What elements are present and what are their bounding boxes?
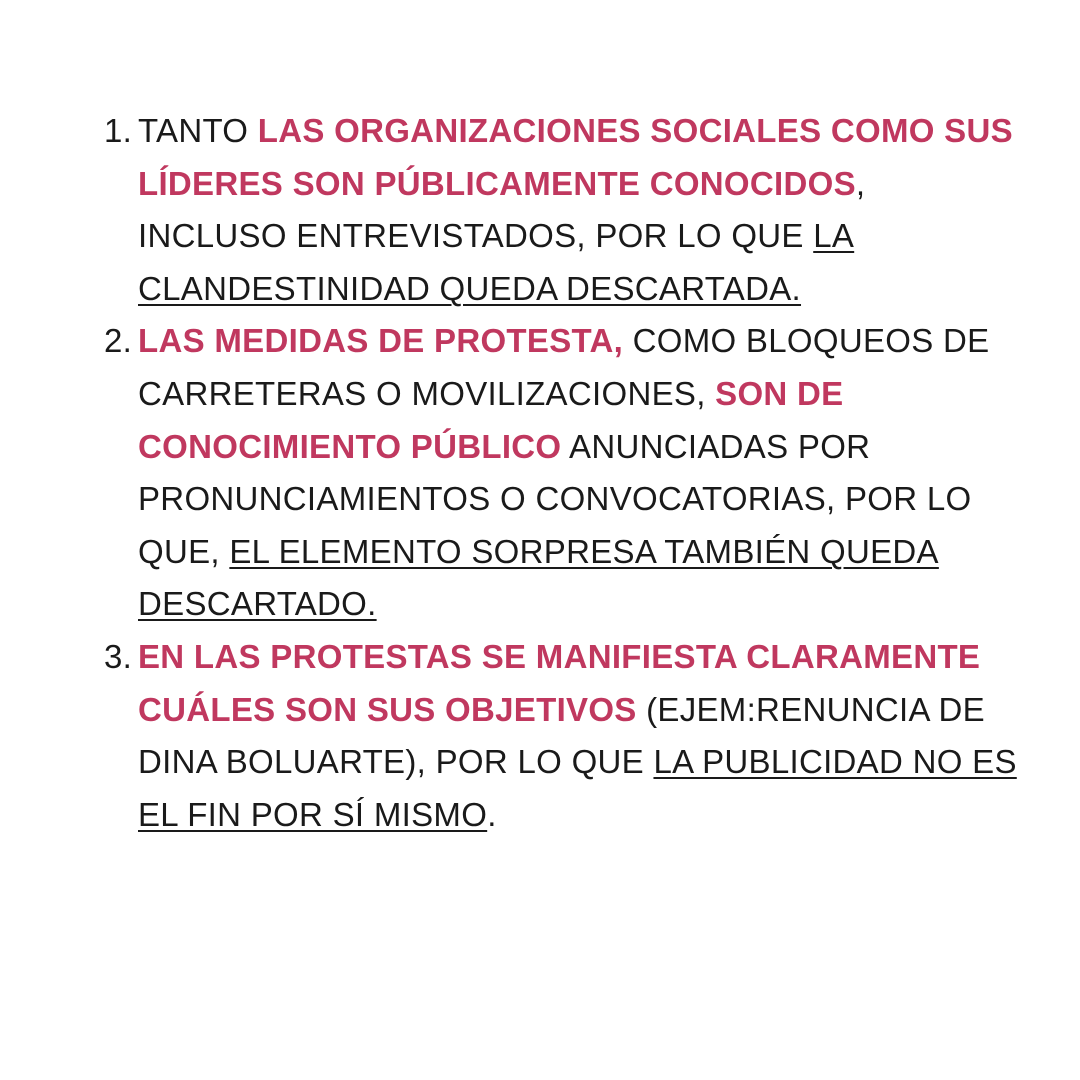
text-segment: ANUNCIADAS POR PRONUNCIAMIENTOS O CONVOCATORIAS, POR LO QUE, xyxy=(138,427,972,570)
underlined-segment: LA CLANDESTINIDAD QUEDA DESCARTADA. xyxy=(138,217,855,307)
text-segment: TANTO xyxy=(138,112,258,149)
item-text xyxy=(138,105,1020,315)
highlight-segment: LAS ORGANIZACIONES SOCIALES COMO SUS LÍDERES SON PÚBLICAMENTE CONOCIDOS xyxy=(138,112,1013,202)
text-segment: COMO BLOQUEOS DE CARRETERAS O MOVILIZACIONES, xyxy=(138,322,990,412)
numbered-list xyxy=(0,105,1080,841)
list-item xyxy=(0,315,1080,631)
text-segment: , INCLUSO ENTREVISTADOS, POR LO QUE xyxy=(138,164,866,255)
item-text xyxy=(138,631,1020,841)
text-segment: (EJEM:RENUNCIA DE DINA BOLUARTE), POR LO QUE xyxy=(138,690,985,781)
item-number: 3. xyxy=(104,637,133,675)
item-number: 1. xyxy=(104,112,133,149)
highlight-segment: EN LAS PROTESTAS SE MANIFIESTA CLARAMENTE CUÁLES SON SUS OBJETIVOS xyxy=(138,637,981,728)
text-segment: . xyxy=(487,795,497,833)
highlight-segment: SON DE CONOCIMIENTO PÚBLICO xyxy=(138,374,844,465)
list-item xyxy=(0,105,1080,315)
list-item xyxy=(0,631,1080,841)
item-number: 2. xyxy=(104,322,133,360)
underlined-segment: LA PUBLICIDAD NO ES EL FIN POR SÍ MISMO xyxy=(138,743,1017,833)
highlight-segment: LAS MEDIDAS DE PROTESTA, xyxy=(138,322,624,360)
underlined-segment: EL ELEMENTO SORPRESA TAMBIÉN QUEDA DESCARTADO. xyxy=(138,532,939,623)
item-text xyxy=(138,315,1020,631)
